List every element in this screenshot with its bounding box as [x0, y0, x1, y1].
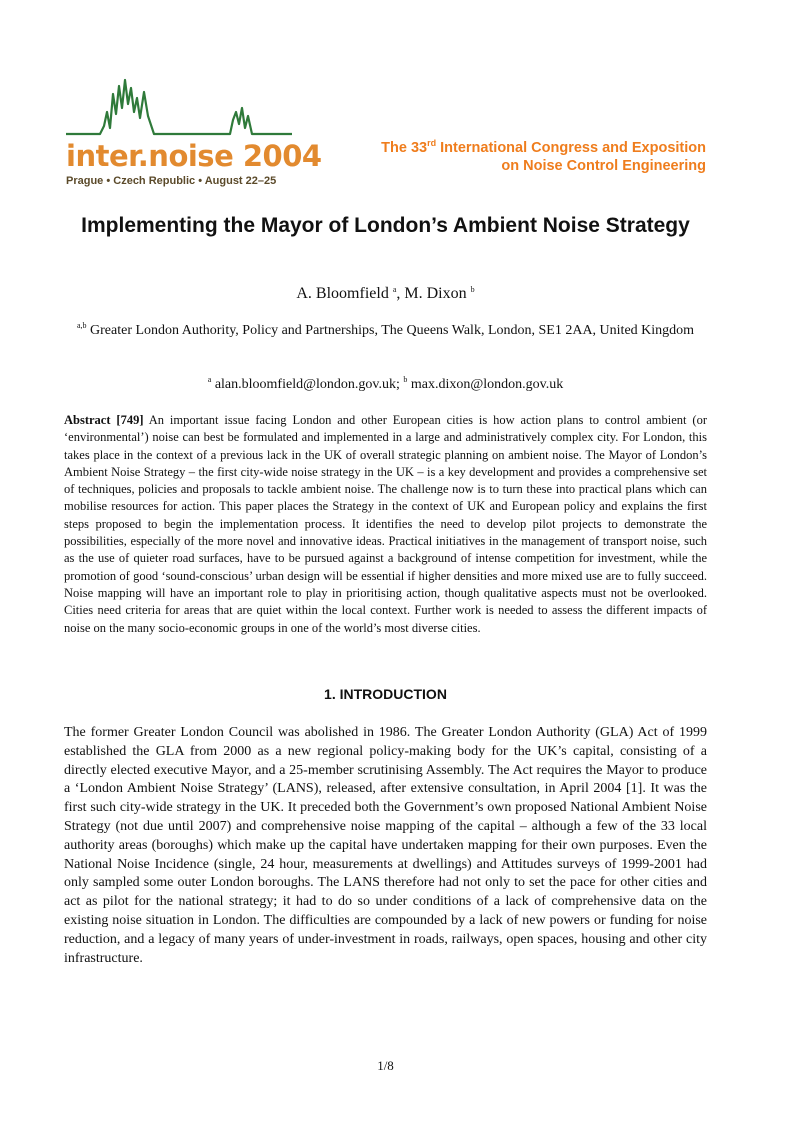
abstract: [64, 412, 707, 637]
congress-line-2: on Noise Control Engineering: [501, 158, 706, 174]
author-emails: $^a$ alan.bloomfield@london.gov.uk; $^b$ max.dixon@london.gov.uk: [207, 375, 564, 392]
abstract-text: An important issue facing London and other European cities is how action plans to control ambient (or ‘environmental’) noise can best be formulated and implemented in a large and administratively complex city. For London, this takes place in the context of a previous lack in the UK of overall strategic planning on ambient noise. The Mayor of London’s Ambient Noise Strategy – the first city-wide noise strategy in the UK – is a key development and provides a comprehensive set of techniques, policies and proposals to tackle ambient noise. The challenge now is to turn these into practical plans which can mobilise resources for action. This paper places the Strategy in the context of UK and European policy and explains the first steps proposed to begin the implementation process. It identifies the need to develop pilot projects to demonstrate the possibilities, especially of the more novel and innovative ideas. Practical initiatives in the management of transport noise, such as the use of quieter road surfaces, have to be pursued against a background of intense competition for investment, while the promotion of good ‘sound-conscious’ urban design will be essential if higher densities and more mixed use are to fully succeed. Noise mapping will have an important role to play in prioritising action, though qualitative aspects must not be overlooked. Cities need criteria for areas that are quiet within the local context. Further work is needed to assess the different impacts of noise on the many socio-economic groups in one of the world’s most diverse cities.: [64, 413, 707, 635]
page-number: 1/8: [377, 1058, 394, 1073]
paper-authors: A. Bloomfield $^a$, M. Dixon $^b$: [296, 285, 475, 302]
paper-title: Implementing the Mayor of London’s Ambient Noise Strategy: [81, 214, 690, 237]
skyline-waveform-icon: [62, 68, 294, 148]
author-affiliation: $^{a,b}$ Greater London Authority, Policy and Partnerships, The Queens Walk, London, SE1 2AA, United Kingdom: [76, 321, 695, 338]
section-heading-introduction: 1. INTRODUCTION: [324, 686, 447, 702]
logo-location-date: Prague • Czech Republic • August 22–25: [66, 175, 277, 187]
abstract-label: Abstract [749]: [64, 413, 144, 427]
conference-logo: [62, 68, 322, 193]
introduction-paragraph: The former Greater London Council was abolished in 1986. The Greater London Authority (GLA) Act of 1999 established the GLA from 2000 as a new regional policy-making body for the UK’s capital, consisting of a directly elected executive Mayor, and a 25-member scrutinising Assembly. The Act requires the Mayor to produce a ‘London Ambient Noise Strategy’ (LANS), released, after extensive consultation, in April 2004 [1]. It was the first such city-wide strategy in the UK. It preceded both the Government’s own proposed National Ambient Noise Strategy (not due until 2007) and comprehensive noise mapping of the capital – although a few of the 33 local authority areas (boroughs) which make up the capital have undertaken mapping for their own purposes. Even the National Noise Incidence (single, 24 hour, measurements at dwellings) and Attitudes surveys of 1999-2001 had only sampled some outer London boroughs. The LANS therefore had not only to set the pace for other cities and act as pilot for the national strategy; it had to do so under conditions of a lack of comprehensive data on the existing noise situation in London. The difficulties are compounded by a lack of new powers or funding for noise reduction, and a legacy of many years of under-investment in roads, railways, open spaces, housing and other city infrastructure.: [64, 725, 707, 966]
logo-wordmark: inter.noise 2004: [66, 139, 322, 173]
congress-heading: [381, 139, 706, 175]
congress-line-1: The 33rd International Congress and Exposition: [381, 138, 706, 156]
